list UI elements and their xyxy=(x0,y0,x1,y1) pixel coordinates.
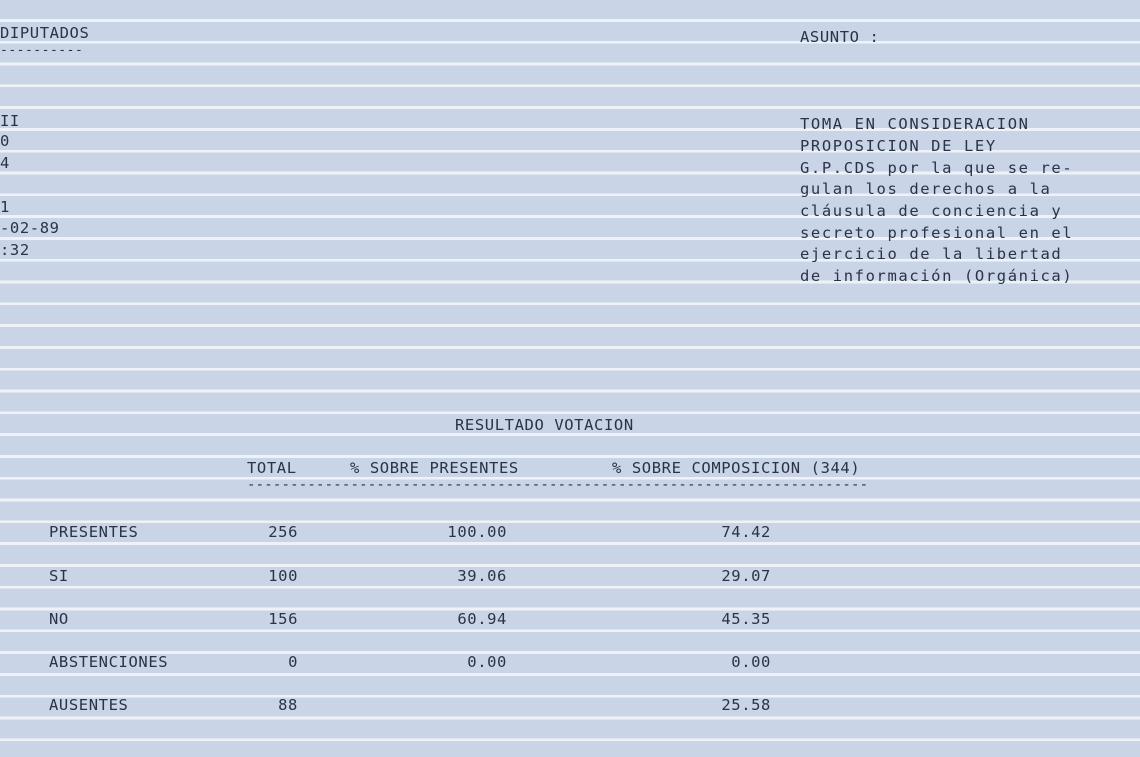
row-label: PRESENTES xyxy=(49,523,139,541)
session-line: II xyxy=(0,112,20,130)
row-total: 0 xyxy=(288,653,298,671)
row-pct-presentes: 0.00 xyxy=(467,653,507,671)
row-pct-composicion: 29.07 xyxy=(721,567,771,585)
asunto-line: gulan los derechos a la xyxy=(800,180,1052,198)
session-line: 0 xyxy=(0,132,10,150)
row-pct-composicion: 25.58 xyxy=(721,696,771,714)
asunto-line: G.P.CDS por la que se re- xyxy=(800,159,1074,177)
row-total: 156 xyxy=(268,610,298,628)
row-pct-presentes: 60.94 xyxy=(457,610,507,628)
session-line: 4 xyxy=(0,154,10,172)
diputados-underline: ---------- xyxy=(0,43,84,58)
row-label: ABSTENCIONES xyxy=(49,653,169,671)
header-rule: ------------------------------------------------------------------------ xyxy=(247,477,869,493)
session-date: -02-89 xyxy=(0,219,60,237)
col-header-pct-composicion: % SOBRE COMPOSICION (344) xyxy=(612,459,861,477)
row-total: 256 xyxy=(268,523,298,541)
row-pct-composicion: 0.00 xyxy=(731,653,771,671)
asunto-line: ejercicio de la libertad xyxy=(800,245,1063,263)
row-total: 88 xyxy=(278,696,298,714)
col-header-total: TOTAL xyxy=(247,459,297,477)
row-label: SI xyxy=(49,567,69,585)
asunto-line: secreto profesional en el xyxy=(800,224,1074,242)
row-label: NO xyxy=(49,610,69,628)
session-time: :32 xyxy=(0,241,30,259)
row-pct-presentes: 39.06 xyxy=(457,567,507,585)
diputados-label: DIPUTADOS xyxy=(0,24,90,42)
asunto-line: PROPOSICION DE LEY xyxy=(800,137,997,155)
row-pct-composicion: 45.35 xyxy=(721,610,771,628)
session-line: 1 xyxy=(0,198,10,216)
asunto-line: cláusula de conciencia y xyxy=(800,202,1063,220)
row-label: AUSENTES xyxy=(49,696,129,714)
asunto-line: de información (Orgánica) xyxy=(800,267,1074,285)
results-title: RESULTADO VOTACION xyxy=(455,416,634,434)
col-header-pct-presentes: % SOBRE PRESENTES xyxy=(350,459,519,477)
row-pct-composicion: 74.42 xyxy=(721,523,771,541)
asunto-line: TOMA EN CONSIDERACION xyxy=(800,115,1030,133)
row-total: 100 xyxy=(268,567,298,585)
asunto-label: ASUNTO : xyxy=(800,28,880,46)
row-pct-presentes: 100.00 xyxy=(447,523,507,541)
